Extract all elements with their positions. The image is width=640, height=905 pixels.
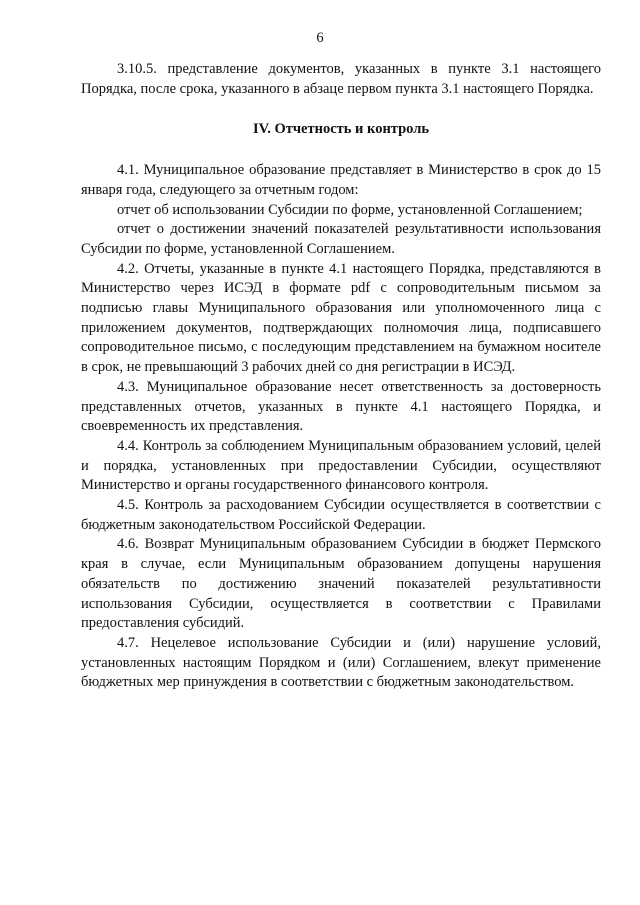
paragraph-4-6: 4.6. Возврат Муниципальным образованием Субсидии в бюджет Пермского края в случае, если Муниципальным образованием допущены нарушения обязательств по достижению значений показателей результативности использования Субсидии, осуществляется в соответствии с Правилами предоставления субсидий. bbox=[81, 536, 601, 632]
paragraph-4-3: 4.3. Муниципальное образование несет ответственность за достоверность представленных отчетов, указанных в пункте 4.1 настоящего Порядка, и своевременность их представления. bbox=[81, 378, 601, 435]
paragraph-4-5: 4.5. Контроль за расходованием Субсидии осуществляется в соответствии с бюджетным законодательством Российской Федерации. bbox=[81, 497, 601, 533]
paragraph-4-1-item-1: отчет об использовании Субсидии по форме, установленной Соглашением; bbox=[117, 201, 583, 218]
paragraph-4-1-item-2: отчет о достижении значений показателей результативности использования Субсидии по форме, установленной Соглашением. bbox=[81, 221, 601, 257]
paragraph-4-2: 4.2. Отчеты, указанные в пункте 4.1 настоящего Порядка, представляются в Министерство через ИСЭД в формате pdf с сопроводительным письмом за подписью главы Муниципального образования или уполномоченного лица с приложением документов, подтверждающих полномочия лица, подписавшего сопроводительное письмо, с последующим представлением на бумажном носителе в срок, не превышающий 3 рабочих дней со дня регистрации в ИСЭД. bbox=[81, 260, 601, 376]
paragraph-4-4: 4.4. Контроль за соблюдением Муниципальным образованием условий, целей и порядка, установленных при предоставлении Субсидии, осуществляют Министерство и органы государственного финансового контроля. bbox=[81, 437, 601, 494]
document-body bbox=[81, 60, 601, 693]
paragraph-4-1: 4.1. Муниципальное образование представляет в Министерство в срок до 15 января года, следующего за отчетным годом: bbox=[81, 162, 601, 198]
paragraph-3-10-5: 3.10.5. представление документов, указанных в пункте 3.1 настоящего Порядка, после срока, указанного в абзаце первом пункта 3.1 настоящего Порядка. bbox=[81, 61, 601, 97]
paragraph-4-7: 4.7. Нецелевое использование Субсидии и (или) нарушение условий, установленных настоящим Порядком и (или) Соглашением, влекут применение бюджетных мер принуждения в соответствии с бюджетным законодательством. bbox=[81, 634, 601, 691]
section-heading: IV. Отчетность и контроль bbox=[252, 121, 430, 138]
page-number: 6 bbox=[316, 30, 324, 46]
